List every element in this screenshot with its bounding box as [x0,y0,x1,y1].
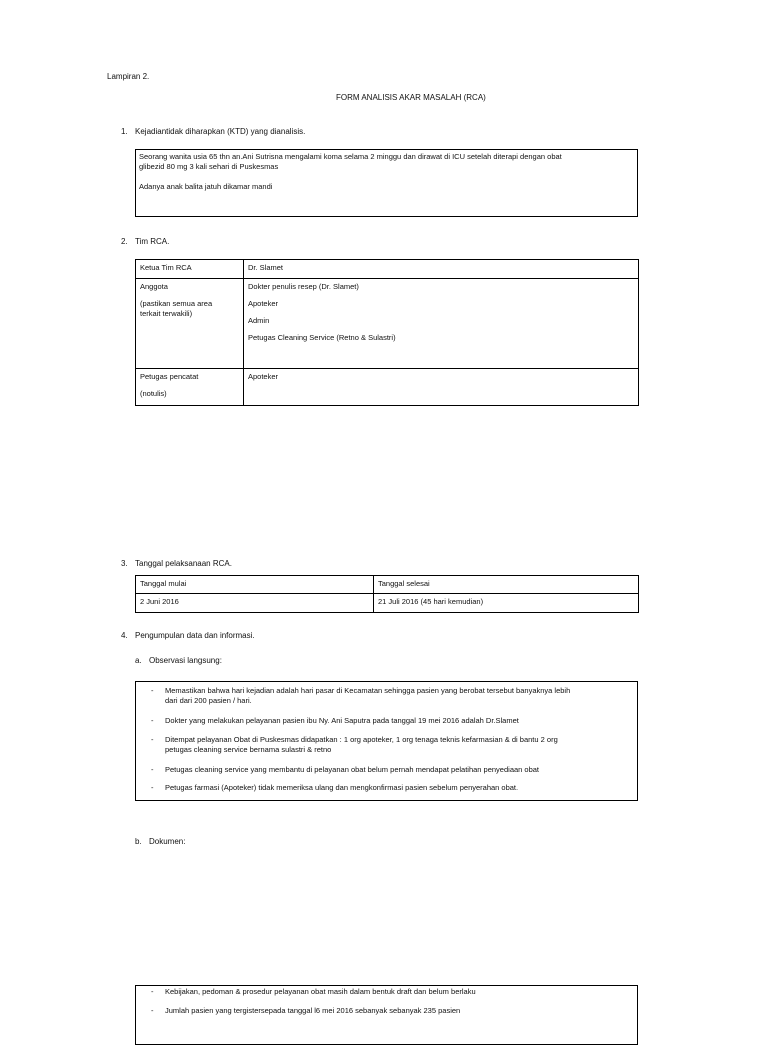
observation-line-1: Ditempat pelayanan Obat di Puskesmas didapatkan : 1 org apoteker, 1 org tenaga teknis kefarmasian & di bantu 2 org [165,735,558,744]
section-4-heading: Pengumpulan data dan informasi. [135,631,255,640]
document-text: Jumlah pasien yang tergistersepada tanggal l6 mei 2016 sebanyak sebanyak 235 pasien [165,1006,461,1015]
member-item: Dokter penulis resep (Dr. Slamet) [248,282,359,291]
table-row [136,369,639,406]
member-item: Petugas Cleaning Service (Retno & Sulastri) [248,333,396,342]
form-title: FORM ANALISIS AKAR MASALAH (RCA) [336,93,486,102]
table-row [136,260,639,279]
recorder-value: Apoteker [244,369,639,406]
team-lead-value: Dr. Slamet [244,260,639,279]
section-3-heading: Tanggal pelaksanaan RCA. [135,559,232,568]
dash-marker: - [151,765,154,774]
section-4-number: 4. [121,631,128,640]
ktd-paragraph-1 [139,152,562,172]
members-note-line-1: (pastikan semua area [140,299,213,308]
table-row [136,576,639,594]
team-lead-label: Ketua Tim RCA [136,260,244,279]
start-date-value: 2 Juni 2016 [136,594,374,613]
observation-line-2: petugas cleaning service bernama sulastri & retno [165,745,332,754]
dash-marker: - [151,987,154,996]
section-2-number: 2. [121,237,128,246]
observation-text [165,686,570,706]
recorder-note: (notulis) [140,389,167,398]
document-text: Kebijakan, pedoman & prosedur pelayanan obat masih dalam bentuk draft dan belum berlaku [165,987,476,996]
subsection-a-letter: a. [135,656,142,665]
subsection-a-label: Observasi langsung: [149,656,222,665]
observation-box [135,681,638,801]
subsection-b-letter: b. [135,837,142,846]
section-2-heading: Tim RCA. [135,237,170,246]
dash-marker: - [151,716,154,725]
ktd-paragraph-2: Adanya anak balita jatuh dikamar mandi [139,182,273,191]
members-label-cell [136,279,244,369]
members-label: Anggota [140,282,168,291]
table-row [136,594,639,613]
dash-marker: - [151,783,154,792]
members-values-cell [244,279,639,369]
member-item: Apoteker [248,299,279,308]
start-date-header: Tanggal mulai [136,576,374,594]
subsection-b-label: Dokumen: [149,837,186,846]
dash-marker: - [151,686,154,695]
rca-team-table [135,259,639,406]
document-box [135,985,638,1045]
section-1-heading: Kejadiantidak diharapkan (KTD) yang dianalisis. [135,127,306,136]
ktd-description-box [135,149,638,217]
recorder-label-cell [136,369,244,406]
observation-line-1: Petugas farmasi (Apoteker) tidak memeriksa ulang dan mengkonfirmasi pasien sebelum penyerahan obat. [165,783,519,792]
members-note-line-2: terkait terwakili) [140,309,193,318]
ktd-paragraph-1-line-2: glibezid 80 mg 3 kali sehari di Puskesmas [139,162,279,171]
table-row [136,279,639,369]
observation-line-1: Petugas cleaning service yang membantu di pelayanan obat belum pernah mendapat pelatihan penyediaan obat [165,765,540,774]
observation-line-2: dari dari 200 pasien / hari. [165,696,252,705]
observation-line-1: Dokter yang melakukan pelayanan pasien ibu Ny. Ani Saputra pada tanggal 19 mei 2016 adalah Dr.Slamet [165,716,519,725]
member-item: Admin [248,316,270,325]
section-1-number: 1. [121,127,128,136]
dash-marker: - [151,1006,154,1015]
section-3-number: 3. [121,559,128,568]
dash-marker: - [151,735,154,744]
ktd-paragraph-1-line-1: Seorang wanita usia 65 thn an.Ani Sutrisna mengalami koma selama 2 minggu dan dirawat di ICU setelah diterapi dengan obat [139,152,562,161]
rca-dates-table [135,575,639,613]
end-date-header: Tanggal selesai [374,576,639,594]
observation-line-1: Memastikan bahwa hari kejadian adalah hari pasar di Kecamatan sehingga pasien yang berobat tersebut banyaknya lebih [165,686,571,695]
recorder-label: Petugas pencatat [140,372,199,381]
end-date-value: 21 Juli 2016 (45 hari kemudian) [374,594,639,613]
observation-text [165,735,558,755]
attachment-label: Lampiran 2. [107,72,150,81]
